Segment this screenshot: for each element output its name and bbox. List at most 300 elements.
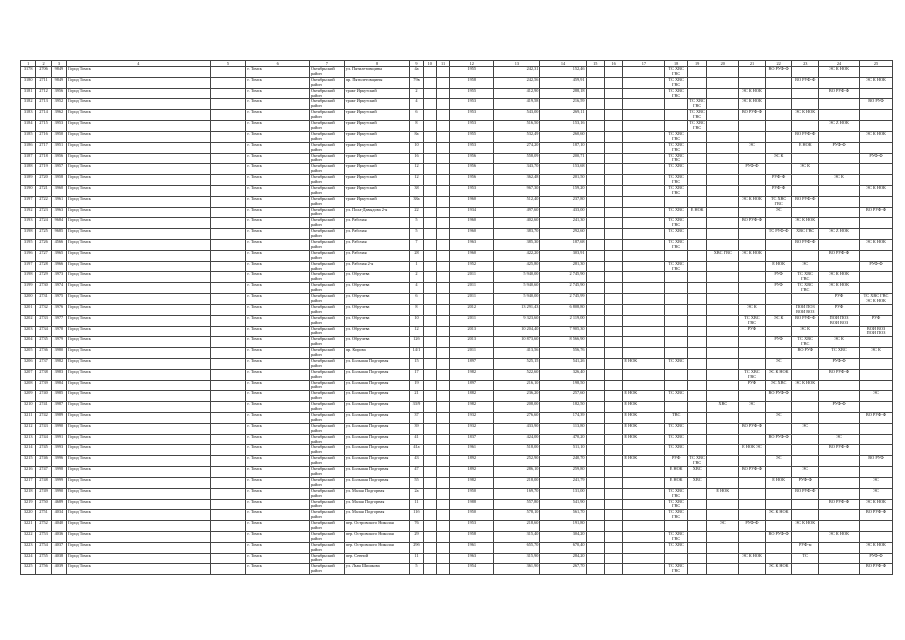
table-cell: пр. Кирова [344,348,410,359]
table-cell: 315,40 [494,531,540,542]
table-cell [792,445,819,456]
table-cell: ТС ХВС ГВС [687,99,706,110]
table-cell: ТС ХВС ГВС [665,153,688,164]
table-cell: 3956 [51,153,66,164]
table-cell: ул. Большая Подгорная [344,402,410,413]
table-cell [210,207,246,218]
table-cell [623,218,665,229]
table-cell [210,283,246,294]
table-cell [423,499,436,510]
table-cell: 2 119,00 [540,315,586,326]
table-cell [604,531,622,542]
table-cell: 5 [410,229,423,240]
table-cell: 10 [410,315,423,326]
table-cell [423,142,436,153]
table-cell: 1953 [450,99,494,110]
table-cell [436,445,449,456]
table-cell: ул. Большая Подгорная [344,391,410,402]
table-cell: Город Томск [67,467,210,478]
table-cell [707,445,739,456]
table-cell: ЭС К НОК [860,542,893,553]
table-cell: 2754 [36,542,51,553]
table-cell: РУФ-Ф [792,477,819,488]
table-cell: ул. Рабочая 2-я [344,261,410,272]
table-cell [707,369,739,380]
table-cell: г. Томск [246,477,310,488]
table-cell [210,164,246,175]
column-number: 2 [36,61,51,67]
table-cell: РУФ-Ф [765,185,792,196]
column-number: 22 [765,61,792,67]
table-cell [860,110,893,121]
table-cell: Октябрьский район [309,175,344,186]
table-cell [819,564,860,575]
table-cell: 267,70 [540,564,586,575]
table-cell [739,477,766,488]
table-cell: 3219 [21,499,36,510]
table-cell: 1932 [450,413,494,424]
table-cell [623,121,665,132]
table-cell: ТС ХВС ГВС [665,240,688,251]
table-row [21,488,893,499]
table-cell: 532,49 [494,131,540,142]
table-cell [604,564,622,575]
table-cell: ЭС [792,261,819,272]
table-cell: Октябрьский район [309,467,344,478]
table-row [21,131,893,142]
table-cell: 2753 [36,531,51,542]
table-cell: 9849 [51,77,66,88]
table-cell: тракт Иркутский [344,175,410,186]
table-cell: 2713 [36,99,51,110]
table-cell [819,413,860,424]
table-cell: 1960 [450,196,494,207]
column-number: 12 [450,61,494,67]
table-cell [210,218,246,229]
table-cell [860,369,893,380]
table-cell: 497,60 [494,207,540,218]
table-cell: 259,80 [540,467,586,478]
table-cell: ТС ХВС ГВС [665,531,688,542]
table-cell [739,358,766,369]
table-row [21,423,893,434]
table-cell [739,391,766,402]
table-cell [707,510,739,521]
table-cell [707,358,739,369]
table-cell: ул. Большая Подгорная [344,413,410,424]
table-cell: РУФ [819,304,860,315]
table-cell: 2734 [36,326,51,337]
table-cell [819,261,860,272]
table-cell: ЭС К НОК [860,240,893,251]
table-cell: 6 [410,110,423,121]
table-cell: ул. Обручева [344,337,410,348]
table-cell [665,402,688,413]
table-cell: Е НОК [765,477,792,488]
table-cell: ХВС [687,467,706,478]
table-cell [423,283,436,294]
table-cell: 2730 [36,283,51,294]
table-cell: 7 [410,240,423,251]
table-cell [623,488,665,499]
table-cell: ВО РУФ-Ф [739,467,766,478]
table-cell: 8а [410,131,423,142]
table-cell [604,348,622,359]
table-cell [586,304,604,315]
table-cell [210,77,246,88]
table-cell: 2714 [36,110,51,121]
table-cell [210,142,246,153]
table-row [21,553,893,564]
table-cell: 3190 [21,185,36,196]
table-cell: 2013 [450,337,494,348]
table-cell: 4040 [51,521,66,532]
table-cell [687,131,706,142]
table-cell: ЭС [739,142,766,153]
table-cell: ПОИ ПОЗ ВОИ ВОЗ [819,315,860,326]
table-cell [586,434,604,445]
table-cell: г. Томск [246,218,310,229]
table-cell: Е НОК [623,391,665,402]
table-cell [423,164,436,175]
table-cell [423,456,436,467]
table-cell [436,77,449,88]
table-cell [707,542,739,553]
table-cell: ул. Обручева [344,272,410,283]
table-cell: г. Томск [246,499,310,510]
table-cell: 2737 [36,358,51,369]
table-cell: ВО РУФ-Ф [792,196,819,207]
table-cell: 3205 [21,348,36,359]
table-cell [765,121,792,132]
table-cell: 413,56 [494,348,540,359]
table-body [21,67,893,575]
table-cell [687,402,706,413]
table-cell: 241,30 [540,218,586,229]
table-cell [739,456,766,467]
table-cell [210,402,246,413]
table-cell: Октябрьский район [309,229,344,240]
table-cell: ЭС [739,402,766,413]
table-cell: 2743 [36,423,51,434]
table-cell [623,369,665,380]
table-cell [604,304,622,315]
table-cell: ЭС К НОК [765,369,792,380]
table-cell: 241,79 [540,477,586,488]
table-cell [586,67,604,78]
table-cell [210,531,246,542]
table-row [21,564,893,575]
table-cell [687,326,706,337]
table-cell: 1958 [450,77,494,88]
table-cell [423,175,436,186]
table-cell: Город Томск [67,358,210,369]
table-cell: г. Томск [246,121,310,132]
table-cell [210,250,246,261]
table-cell [665,283,688,294]
table-cell [623,564,665,575]
table-cell: 2735 [36,337,51,348]
table-cell: ВО РУФ-Ф [739,110,766,121]
table-cell [765,488,792,499]
table-cell: Октябрьский район [309,207,344,218]
table-cell [665,369,688,380]
table-cell [765,77,792,88]
table-row [21,196,893,207]
table-cell: ул. Рабочая [344,229,410,240]
table-cell [792,434,819,445]
table-cell [819,131,860,142]
table-cell [436,121,449,132]
table-row [21,348,893,359]
table-cell: 14/1 [410,348,423,359]
table-cell: 76 [410,521,423,532]
table-cell: 2 [410,272,423,283]
table-cell: Город Томск [67,402,210,413]
table-cell [665,110,688,121]
table-row [21,77,893,88]
table-cell: Е НОК ЭС [739,445,766,456]
table-cell [436,488,449,499]
table-cell: 543,00 [494,110,540,121]
table-cell [423,315,436,326]
table-cell [210,358,246,369]
table-cell [623,261,665,272]
table-cell [210,261,246,272]
table-cell [623,521,665,532]
table-cell [687,358,706,369]
table-cell: г. Томск [246,445,310,456]
column-number: 8 [344,61,410,67]
table-cell [765,294,792,305]
table-cell [819,164,860,175]
table-cell: 3978 [51,326,66,337]
table-cell [792,175,819,186]
table-cell: 5 [410,218,423,229]
table-cell: 4566 [51,240,66,251]
table-cell: ЭС [765,358,792,369]
table-cell: 3974 [51,283,66,294]
table-cell: Город Томск [67,294,210,305]
table-cell: 2756 [36,564,51,575]
table-cell [436,553,449,564]
table-cell: 10 [410,142,423,153]
table-cell [423,304,436,315]
table-cell [739,337,766,348]
table-cell: 3202 [21,315,36,326]
table-cell [423,185,436,196]
table-cell: ЭС [792,423,819,434]
table-cell [586,391,604,402]
table-cell [436,261,449,272]
table-cell: тракт Иркутский [344,185,410,196]
table-cell: 3225 [21,564,36,575]
table-cell: ВОИ ВОЗ ПОИ ПОЗ [860,326,893,337]
table-cell: 8 566,90 [540,337,586,348]
table-cell [739,434,766,445]
table-cell: 159,20 [540,185,586,196]
table-cell: тракт Иркутский [344,131,410,142]
table-cell: 1955 [450,131,494,142]
table-cell: ЭС К НОК [792,380,819,391]
table-cell [210,445,246,456]
table-cell [860,229,893,240]
table-cell: 3224 [21,553,36,564]
table-cell: ТС ХВС ГВС [665,67,688,78]
table-cell: ЭС К НОК [739,88,766,99]
table-cell [707,380,739,391]
table-cell [436,272,449,283]
table-cell [687,445,706,456]
table-cell [819,456,860,467]
table-cell: Город Томск [67,218,210,229]
table-cell [765,499,792,510]
table-cell: Город Томск [67,553,210,564]
table-cell [792,564,819,575]
table-cell [436,153,449,164]
table-cell: Октябрьский район [309,456,344,467]
table-cell [586,175,604,186]
table-cell [586,77,604,88]
table-cell: 1956 [450,153,494,164]
table-cell: 2711 [36,77,51,88]
table-cell [707,240,739,251]
table-cell [604,131,622,142]
table-cell: Октябрьский район [309,564,344,575]
table-cell [623,380,665,391]
table-cell: 3201 [21,304,36,315]
table-cell: ХВС ГВС [792,229,819,240]
table-cell: 3952 [51,99,66,110]
table-cell [860,67,893,78]
table-cell [623,99,665,110]
table-cell [665,99,688,110]
table-cell [860,121,893,132]
table-cell [210,391,246,402]
table-cell: 3211 [21,413,36,424]
table-cell: 422,20 [494,250,540,261]
table-cell: 2706 [36,67,51,78]
table-cell: 22 [410,207,423,218]
table-cell: РУФ-Ф [860,261,893,272]
table-cell: ВО РУФ-Ф [860,564,893,575]
table-cell: г. Томск [246,142,310,153]
table-cell [586,380,604,391]
table-cell [436,456,449,467]
table-cell: г. Томск [246,531,310,542]
table-cell: 216,59 [540,99,586,110]
table-cell: 38 [410,185,423,196]
table-cell [436,564,449,575]
table-cell: ул. Большая Подгорная [344,434,410,445]
table-cell [423,196,436,207]
table-cell [586,250,604,261]
column-number: 21 [739,61,766,67]
table-cell [765,88,792,99]
table-cell [604,434,622,445]
table-cell: 3198 [21,272,36,283]
table-cell: Город Томск [67,445,210,456]
table-cell: 1960 [450,218,494,229]
table-cell [765,164,792,175]
table-cell [210,88,246,99]
table-row [21,402,893,413]
table-cell: 2013 [450,326,494,337]
table-row [21,326,893,337]
table-cell: ул. Большая Подгорная [344,456,410,467]
table-cell [707,434,739,445]
table-cell: 3979 [51,337,66,348]
table-cell [765,99,792,110]
table-cell: Город Томск [67,542,210,553]
table-cell: 2718 [36,153,51,164]
table-cell: 3982 [51,358,66,369]
table-cell: тракт Иркутский [344,153,410,164]
table-cell: 2715 [36,121,51,132]
table-cell: ЭС К НОК [860,185,893,196]
table-cell: 12 [410,164,423,175]
table-cell [604,402,622,413]
table-cell [586,218,604,229]
table-cell [604,142,622,153]
table-cell [739,229,766,240]
table-cell: ЭС К НОК [739,250,766,261]
table-cell: 385,30 [494,240,540,251]
table-cell: 5 940,00 [494,272,540,283]
table-cell [604,67,622,78]
table-cell: 2749 [36,488,51,499]
table-cell: 512,40 [494,196,540,207]
table-cell: ЭС [792,467,819,478]
table-cell: ТС ХВС ГВС [665,77,688,88]
table-cell: ВО РУФ-Ф [792,315,819,326]
table-cell: Октябрьский район [309,510,344,521]
column-number: 13 [494,61,540,67]
table-cell: Октябрьский район [309,369,344,380]
table-cell [586,521,604,532]
table-cell [436,542,449,553]
table-cell [623,250,665,261]
table-cell: 1963 [450,240,494,251]
table-cell: г. Томск [246,315,310,326]
table-cell [707,423,739,434]
table-cell [436,207,449,218]
table-cell: ТС ХВС ГВС [665,261,688,272]
table-cell [623,337,665,348]
table-cell: 3185 [21,131,36,142]
table-cell [586,185,604,196]
table-cell: 470,20 [540,434,586,445]
table-cell [687,521,706,532]
table-cell: ул. Малая Подгорная [344,510,410,521]
table-cell: пер. Островского Николая [344,521,410,532]
table-cell: 9685 [51,229,66,240]
table-cell: тракт Иркутский [344,164,410,175]
table-cell: 2 745,99 [540,294,586,305]
table-cell [792,391,819,402]
table-cell [765,250,792,261]
table-cell [586,510,604,521]
table-cell [436,304,449,315]
table-cell: 3963 [51,207,66,218]
table-cell: 3996 [51,456,66,467]
table-cell: 1953 [450,185,494,196]
table-cell [436,499,449,510]
table-cell: 3962 [51,110,66,121]
table-cell: 3976 [51,304,66,315]
table-cell: Октябрьский район [309,110,344,121]
table-cell: ВО РУФ-Ф [739,218,766,229]
